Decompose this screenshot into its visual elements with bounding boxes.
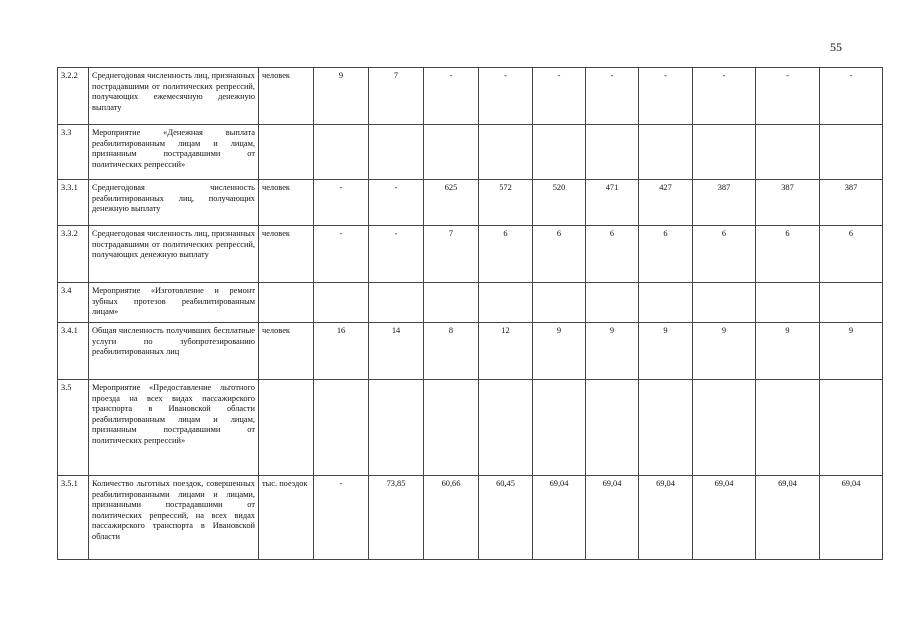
value-cell bbox=[756, 380, 820, 476]
unit-of-measure bbox=[259, 283, 314, 323]
value-cell: 9 bbox=[586, 323, 639, 380]
value-cell bbox=[369, 283, 424, 323]
value-cell: 6 bbox=[479, 226, 533, 283]
value-cell bbox=[533, 380, 586, 476]
value-cell: 9 bbox=[756, 323, 820, 380]
unit-of-measure: человек bbox=[259, 323, 314, 380]
value-cell: 387 bbox=[820, 180, 883, 226]
value-cell bbox=[479, 125, 533, 180]
value-cell bbox=[369, 380, 424, 476]
value-cell: 14 bbox=[369, 323, 424, 380]
value-cell: - bbox=[820, 68, 883, 125]
row-number: 3.5.1 bbox=[58, 476, 89, 560]
value-cell: - bbox=[369, 180, 424, 226]
value-cell: - bbox=[586, 68, 639, 125]
table-row bbox=[58, 323, 883, 380]
unit-of-measure: человек bbox=[259, 180, 314, 226]
value-cell: 8 bbox=[424, 323, 479, 380]
value-cell bbox=[424, 380, 479, 476]
value-cell bbox=[479, 380, 533, 476]
indicator-name: Мероприятие «Предоставление льготного проезда на всех видах пассажирского транспорта в Ивановской области реабилитированным лицам и лицам, признанным пострадавшими от политических репрессий» bbox=[89, 380, 259, 476]
value-cell: 387 bbox=[693, 180, 756, 226]
value-cell: - bbox=[369, 226, 424, 283]
value-cell: 520 bbox=[533, 180, 586, 226]
value-cell: - bbox=[314, 180, 369, 226]
value-cell: - bbox=[756, 68, 820, 125]
row-number: 3.2.2 bbox=[58, 68, 89, 125]
value-cell: - bbox=[314, 226, 369, 283]
value-cell: 60,66 bbox=[424, 476, 479, 560]
value-cell: 6 bbox=[639, 226, 693, 283]
row-number: 3.3.2 bbox=[58, 226, 89, 283]
value-cell bbox=[756, 283, 820, 323]
value-cell: 69,04 bbox=[693, 476, 756, 560]
value-cell bbox=[820, 283, 883, 323]
value-cell: 73,85 bbox=[369, 476, 424, 560]
value-cell: - bbox=[533, 68, 586, 125]
value-cell bbox=[314, 283, 369, 323]
value-cell: 12 bbox=[479, 323, 533, 380]
value-cell: 6 bbox=[586, 226, 639, 283]
row-number: 3.4.1 bbox=[58, 323, 89, 380]
page-number: 55 bbox=[830, 40, 842, 54]
indicator-name: Среднегодовая численность реабилитированных лиц, получающих денежную выплату bbox=[89, 180, 259, 226]
unit-of-measure bbox=[259, 125, 314, 180]
value-cell bbox=[424, 125, 479, 180]
value-cell bbox=[586, 380, 639, 476]
indicator-name: Среднегодовая численность лиц, признанных пострадавшими от политических репрессий, получающих ежемесячную денежную выплату bbox=[89, 68, 259, 125]
value-cell bbox=[314, 380, 369, 476]
value-cell bbox=[533, 125, 586, 180]
indicator-name: Общая численность получивших бесплатные услуги по зубопротезированию реабилитированных лиц bbox=[89, 323, 259, 380]
value-cell: 69,04 bbox=[533, 476, 586, 560]
value-cell bbox=[820, 380, 883, 476]
table-row bbox=[58, 226, 883, 283]
table-row bbox=[58, 180, 883, 226]
table-row bbox=[58, 283, 883, 323]
table-row bbox=[58, 476, 883, 560]
row-number: 3.3 bbox=[58, 125, 89, 180]
value-cell bbox=[586, 125, 639, 180]
unit-of-measure: человек bbox=[259, 226, 314, 283]
value-cell bbox=[693, 283, 756, 323]
indicators-table bbox=[57, 67, 883, 560]
value-cell: - bbox=[424, 68, 479, 125]
table-row bbox=[58, 125, 883, 180]
value-cell bbox=[639, 125, 693, 180]
value-cell: - bbox=[314, 476, 369, 560]
value-cell: 6 bbox=[533, 226, 586, 283]
value-cell: 9 bbox=[820, 323, 883, 380]
indicator-name: Количество льготных поездок, совершенных реабилитированными лицами и лицами, признанными пострадавшими от политических репрессий, на всех видах пассажирского транспорта в Ивановской области bbox=[89, 476, 259, 560]
value-cell: 471 bbox=[586, 180, 639, 226]
value-cell: 7 bbox=[424, 226, 479, 283]
value-cell: 427 bbox=[639, 180, 693, 226]
value-cell: 6 bbox=[693, 226, 756, 283]
row-number: 3.4 bbox=[58, 283, 89, 323]
value-cell bbox=[820, 125, 883, 180]
table-row bbox=[58, 68, 883, 125]
value-cell: 6 bbox=[756, 226, 820, 283]
value-cell: 9 bbox=[533, 323, 586, 380]
value-cell: - bbox=[693, 68, 756, 125]
value-cell: 9 bbox=[639, 323, 693, 380]
unit-of-measure: человек bbox=[259, 68, 314, 125]
value-cell bbox=[639, 283, 693, 323]
value-cell: - bbox=[639, 68, 693, 125]
value-cell bbox=[479, 283, 533, 323]
unit-of-measure: тыс. поездок bbox=[259, 476, 314, 560]
unit-of-measure bbox=[259, 380, 314, 476]
row-number: 3.3.1 bbox=[58, 180, 89, 226]
value-cell: 6 bbox=[820, 226, 883, 283]
value-cell bbox=[586, 283, 639, 323]
value-cell: 9 bbox=[314, 68, 369, 125]
value-cell: 69,04 bbox=[820, 476, 883, 560]
value-cell: - bbox=[479, 68, 533, 125]
table-row bbox=[58, 380, 883, 476]
row-number: 3.5 bbox=[58, 380, 89, 476]
indicator-name: Мероприятие «Изготовление и ремонт зубных протезов реабилитированным лицам» bbox=[89, 283, 259, 323]
value-cell bbox=[693, 380, 756, 476]
value-cell: 69,04 bbox=[639, 476, 693, 560]
value-cell: 387 bbox=[756, 180, 820, 226]
value-cell: 69,04 bbox=[586, 476, 639, 560]
value-cell: 625 bbox=[424, 180, 479, 226]
value-cell bbox=[756, 125, 820, 180]
value-cell: 572 bbox=[479, 180, 533, 226]
value-cell bbox=[693, 125, 756, 180]
value-cell: 60,45 bbox=[479, 476, 533, 560]
value-cell bbox=[314, 125, 369, 180]
value-cell: 16 bbox=[314, 323, 369, 380]
value-cell bbox=[424, 283, 479, 323]
value-cell bbox=[533, 283, 586, 323]
value-cell: 9 bbox=[693, 323, 756, 380]
value-cell: 7 bbox=[369, 68, 424, 125]
indicator-name: Среднегодовая численность лиц, признанных пострадавшими от политических репрессий, получающих денежную выплату bbox=[89, 226, 259, 283]
value-cell bbox=[639, 380, 693, 476]
indicator-name: Мероприятие «Денежная выплата реабилитированным лицам и лицам, признанным пострадавшими от политических репрессий» bbox=[89, 125, 259, 180]
value-cell bbox=[369, 125, 424, 180]
value-cell: 69,04 bbox=[756, 476, 820, 560]
